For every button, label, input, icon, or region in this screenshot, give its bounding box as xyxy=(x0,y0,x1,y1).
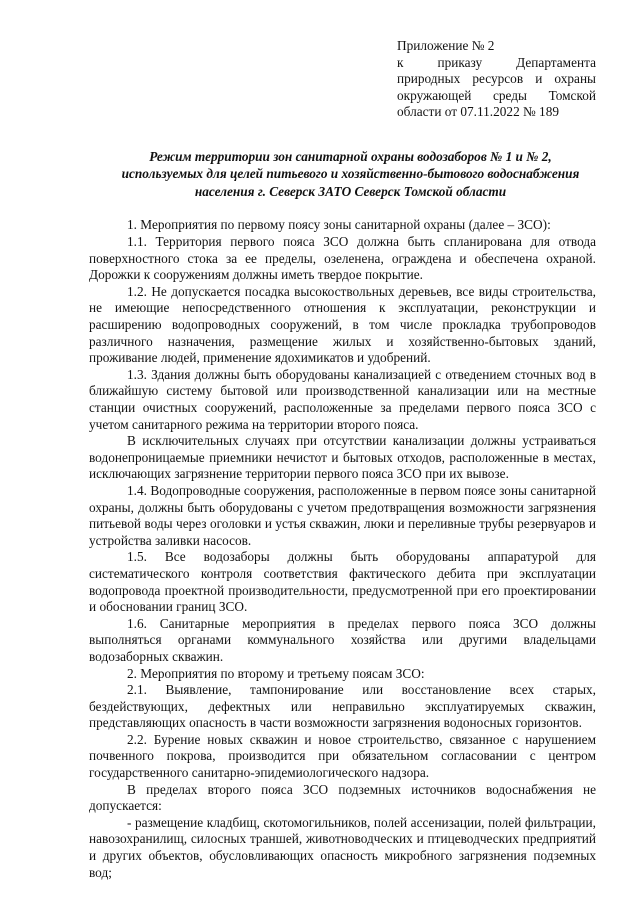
paragraph: - размещение кладбищ, скотомогильников, полей ассенизации, полей фильтрации, навозохранилищ, силосных траншей, животноводческих и птицеводческих предприятий и других объектов, обусловливающих опасность микробного загрязнения подземных вод; xyxy=(89,814,596,880)
paragraph: 1. Мероприятия по первому поясу зоны санитарной охраны (далее – ЗСО): xyxy=(127,217,551,233)
paragraph: 1.4. Водопроводные сооружения, расположенные в первом поясе зоны санитарной охраны, должны быть оборудованы с учетом предотвращения возможности загрязнения питьевой воды через оголовки и устья скважин, люки и переливные трубы резервуаров и устройства заливки насосов. xyxy=(89,482,596,548)
paragraph: 2.1. Выявление, тампонирование или восстановление всех старых, бездействующих, дефектных или неправильно эксплуатируемых скважин, представляющих опасность в части возможности загрязнения водоносных горизонтов. xyxy=(89,682,596,731)
paragraph: 2. Мероприятия по второму и третьему поясам ЗСО: xyxy=(127,665,425,681)
paragraph: 1.3. Здания должны быть оборудованы канализацией с отведением сточных вод в ближайшую систему бытовой или производственной канализации или на местные станции очистных сооружений, расположенные за пределами первого пояса ЗСО с учетом санитарного режима на территории второго пояса. xyxy=(89,366,596,432)
paragraph: 1.5. Все водозаборы должны быть оборудованы аппаратурой для систематического контроля соответствия фактического дебита при эксплуатации водопровода проектной производительности, предусмотренной при его проектировании и обосновании границ ЗСО. xyxy=(89,549,596,615)
paragraph: 1.1. Территория первого пояса ЗСО должна быть спланирована для отвода поверхностного стока за ее пределы, озеленена, ограждена и обеспечена охраной. Дорожки к сооружениям должны иметь твердое покрытие. xyxy=(89,234,596,283)
paragraph: 1.6. Санитарные мероприятия в пределах первого пояса ЗСО должны выполняться органами коммунального хозяйства или другими владельцами водозаборных скважин. xyxy=(89,615,596,664)
paragraph: В пределах второго пояса ЗСО подземных источников водоснабжения не допускается: xyxy=(89,781,596,814)
document-body xyxy=(89,217,596,881)
paragraph: В исключительных случаях при отсутствии канализации должны устраиваться водонепроницаемые приемники нечистот и бытовых отходов, расположенные в местах, исключающих загрязнение территории первого пояса ЗСО при их вывозе. xyxy=(89,433,596,482)
appendix-header xyxy=(397,38,596,121)
document-title: Режим территории зон санитарной охраны водозаборов № 1 и № 2, используемых для целей питьевого и хозяйственно-бытового водоснабжения населения г. Северск ЗАТО Северск Томской области xyxy=(121,148,580,199)
appendix-number: Приложение № 2 xyxy=(397,38,495,53)
paragraph: 2.2. Бурение новых скважин и новое строительство, связанное с нарушением почвенного покрова, производится при обязательном согласовании с центром государственного санитарно-эпидемиологического надзора. xyxy=(89,731,596,781)
appendix-order-reference: к приказу Департамента природных ресурсов и охраны окружающей среды Томской области от 07.11.2022 № 189 xyxy=(397,54,596,120)
paragraph: 1.2. Не допускается посадка высокоствольных деревьев, все виды строительства, не имеющие непосредственного отношения к эксплуатации, реконструкции и расширению водопроводных сооружений, в том числе прокладка трубопроводов различного назначения, размещение жилых и хозяйственно-бытовых зданий, проживание людей, применение ядохимикатов и удобрений. xyxy=(89,283,596,366)
